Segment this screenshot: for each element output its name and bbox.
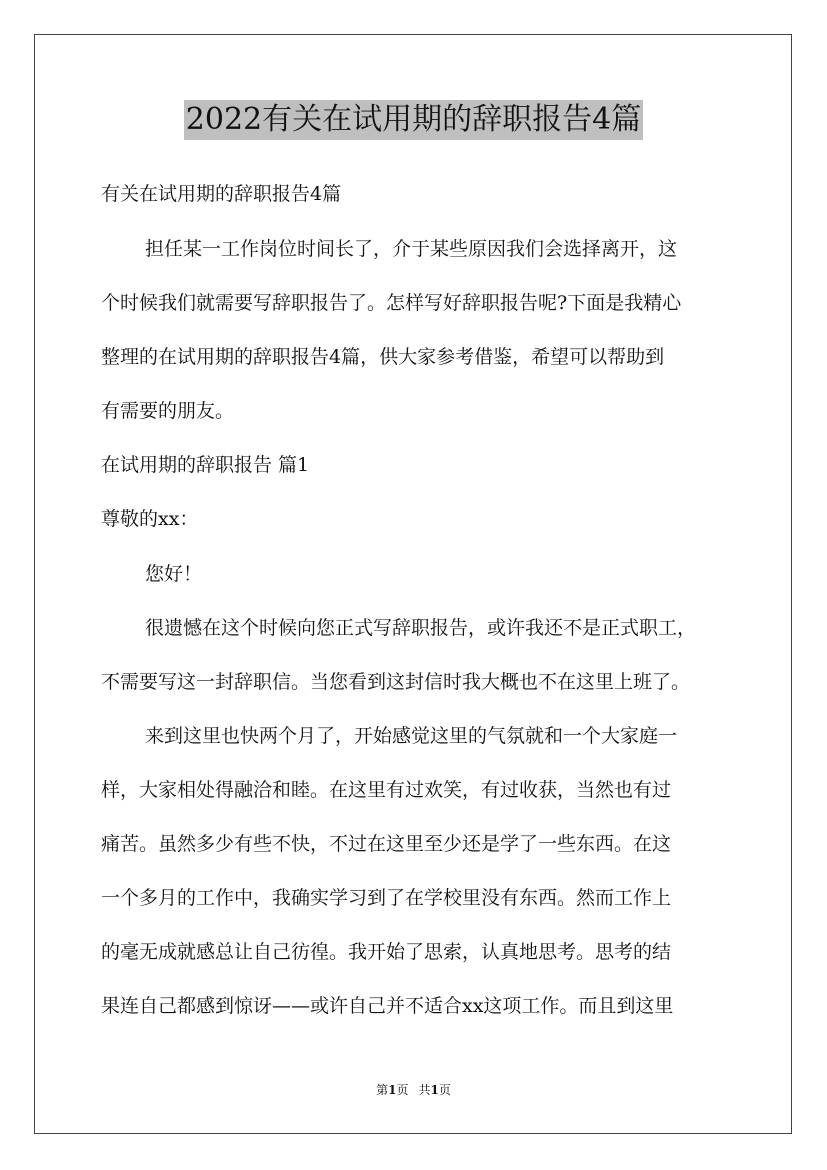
body-line: 个时候我们就需要写辞职报告了。怎样写好辞职报告呢?下面是我精心 [101, 292, 682, 314]
salutation-line: 尊敬的xx： [101, 508, 199, 530]
section-heading: 在试用期的辞职报告 篇1 [101, 454, 310, 476]
footer-page-label-end: 页 [396, 1083, 409, 1097]
body-line: 的毫无成就感总让自己彷徨。我开始了思索，认真地思考。思考的结 [101, 941, 672, 963]
footer-page-number: 1 [388, 1083, 397, 1097]
footer-total-label-end: 页 [438, 1083, 451, 1097]
document-title: 2022有关在试用期的辞职报告4篇 [184, 100, 643, 140]
page-footer [0, 1082, 827, 1098]
body-line: 有需要的朋友。 [101, 400, 235, 422]
body-line: 整理的在试用期的辞职报告4篇，供大家参考借鉴，希望可以帮助到 [101, 346, 665, 368]
body-line: 一个多月的工作中，我确实学习到了在学校里没有东西。然而工作上 [101, 887, 672, 909]
subtitle-line: 有关在试用期的辞职报告4篇 [101, 183, 342, 205]
greeting-line: 您好！ [145, 563, 203, 585]
title-container [0, 100, 827, 140]
body-line: 担任某一工作岗位时间长了，介于某些原因我们会选择离开，这 [145, 238, 678, 260]
body-line: 果连自己都感到惊讶——或许自己并不适合xx这项工作。而且到这里 [101, 995, 674, 1017]
body-line: 很遗憾在这个时候向您正式写辞职报告，或许我还不是正式职工， [145, 617, 697, 639]
body-line: 不需要写这一封辞职信。当您看到这封信时我大概也不在这里上班了。 [101, 671, 691, 693]
body-line: 痛苦。虽然多少有些不快，不过在这里至少还是学了一些东西。在这 [101, 833, 672, 855]
footer-page-label-start: 第 [376, 1083, 389, 1097]
footer-total-label-start: 共 [418, 1083, 431, 1097]
body-line: 样，大家相处得融洽和睦。在这里有过欢笑，有过收获，当然也有过 [101, 779, 672, 801]
body-line: 来到这里也快两个月了，开始感觉这里的气氛就和一个大家庭一 [145, 725, 678, 747]
footer-total-number: 1 [430, 1083, 439, 1097]
